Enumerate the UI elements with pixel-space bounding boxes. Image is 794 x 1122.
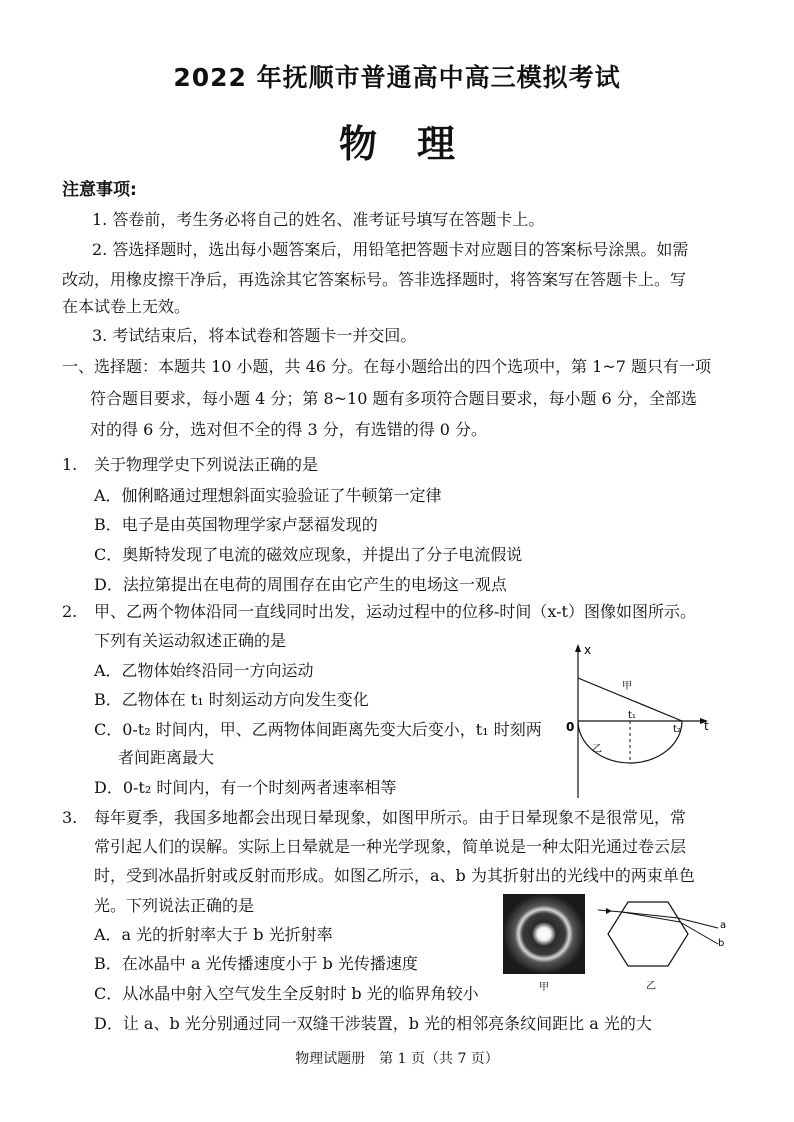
origin-label: 0: [566, 720, 575, 734]
t2-label: t₂: [673, 724, 681, 735]
q3-number: 3.: [62, 808, 78, 827]
t1-label: t₁: [628, 710, 636, 721]
ray-arrow-icon: [606, 908, 612, 914]
q1-option-a: A．伽俐略通过理想斜面实验验证了牛顿第一定律: [94, 486, 442, 505]
q3-option-d: D．让 a、b 光分别通过同一双缝干涉装置，b 光的相邻亮条纹间距比 a 光的大: [94, 1014, 652, 1033]
q2-option-c-line-1: C．0-t₂ 时间内，甲、乙两物体间距离先变大后变小，t₁ 时刻两: [94, 720, 542, 739]
x-axis-arrow: [575, 644, 581, 652]
q1-number: 1.: [62, 455, 78, 474]
notice-item-2-line-1: 2. 答选择题时，选出每小题答案后，用铅笔把答题卡对应题目的答案标号涂黑。如需: [92, 240, 689, 259]
section-1-line-2: 符合题目要求，每小题 4 分；第 8~10 题有多项符合题目要求，每小题 6 分，全部选: [90, 389, 697, 408]
notice-item-2-line-3: 在本试卷上无效。: [62, 297, 191, 316]
section-1-line-1: 一、选择题：本题共 10 小题，共 46 分。在每小题给出的四个选项中，第 1~7 题只有一项: [62, 357, 712, 376]
q1-option-c: C．奥斯特发现了电流的磁效应现象，并提出了分子电流假说: [94, 545, 523, 564]
q2-option-c-line-2: 者间距离最大: [118, 748, 215, 767]
sun-halo-photo: [503, 894, 585, 994]
jia-label: 甲: [622, 681, 632, 692]
halo-image: [503, 894, 585, 974]
x-axis-label: x: [584, 643, 592, 657]
t-axis-label: t: [704, 719, 709, 733]
q1-option-b: B．电子是由英国物理学家卢瑟福发现的: [94, 515, 378, 534]
q1-stem: 关于物理学史下列说法正确的是: [94, 455, 319, 474]
notice-item-3: 3. 考试结束后，将本试卷和答题卡一并交回。: [92, 326, 417, 345]
q3-option-a: A．a 光的折射率大于 b 光折射率: [94, 925, 333, 944]
q3-stem-line-4: 光。下列说法正确的是: [94, 896, 255, 915]
page-footer: 物理试题册 第 1 页（共 7 页）: [295, 1051, 499, 1067]
subject-title: 物理: [338, 122, 495, 166]
q2-number: 2.: [62, 602, 78, 621]
notice-item-1: 1. 答卷前，考生务必将自己的姓名、准考证号填写在答题卡上。: [92, 210, 545, 229]
notice-heading: 注意事项:: [62, 180, 137, 200]
notice-item-2-line-2: 改动，用橡皮擦干净后，再选涂其它答案标号。答非选择题时，将答案写在答题卡上。写: [62, 270, 687, 289]
q1-option-d: D．法拉第提出在电荷的周围存在由它产生的电场这一观点: [94, 575, 507, 594]
ray-a-label: a: [720, 920, 727, 931]
q3-option-c: C．从冰晶中射入空气发生全反射时 b 光的临界角较小: [94, 984, 479, 1003]
q3-stem-line-3: 时，受到冰晶折射或反射而形成。如图乙所示，a、b 为其折射出的光线中的两束单色: [94, 866, 695, 885]
fig-yi-caption: 乙: [646, 981, 656, 992]
yi-label: 乙: [592, 744, 602, 755]
outgoing-ray-b: [680, 922, 718, 944]
section-1-line-3: 对的得 6 分，选对但不全的得 3 分，有选错的得 0 分。: [90, 420, 488, 439]
q3-option-b: B．在冰晶中 a 光传播速度小于 b 光传播速度: [94, 954, 418, 973]
q2-stem-line-2: 下列有关运动叙述正确的是: [94, 631, 287, 650]
exam-title: 2022 年抚顺市普通高中高三模拟考试: [173, 63, 621, 92]
q2-option-d: D．0-t₂ 时间内，有一个时刻两者速率相等: [94, 778, 397, 797]
q2-stem-line-1: 甲、乙两个物体沿同一直线同时出发，运动过程中的位移-时间（x-t）图像如图所示。: [94, 602, 696, 621]
q3-stem-line-2: 常引起人们的误解。实际上日晕就是一种光学现象，简单说是一种太阳光通过卷云层: [94, 837, 687, 856]
q2-option-b: B．乙物体在 t₁ 时刻运动方向发生变化: [94, 690, 369, 709]
q3-stem-line-1: 每年夏季，我国多地都会出现日晕现象，如图甲所示。由于日晕现象不是很常见，常: [94, 808, 687, 827]
fig-jia-caption: 甲: [539, 982, 549, 993]
ice-crystal-figure: [592, 888, 732, 996]
q2-option-a: A．乙物体始终沿同一方向运动: [94, 661, 314, 680]
xt-graph-figure: [556, 640, 720, 800]
ray-b-label: b: [718, 938, 725, 949]
